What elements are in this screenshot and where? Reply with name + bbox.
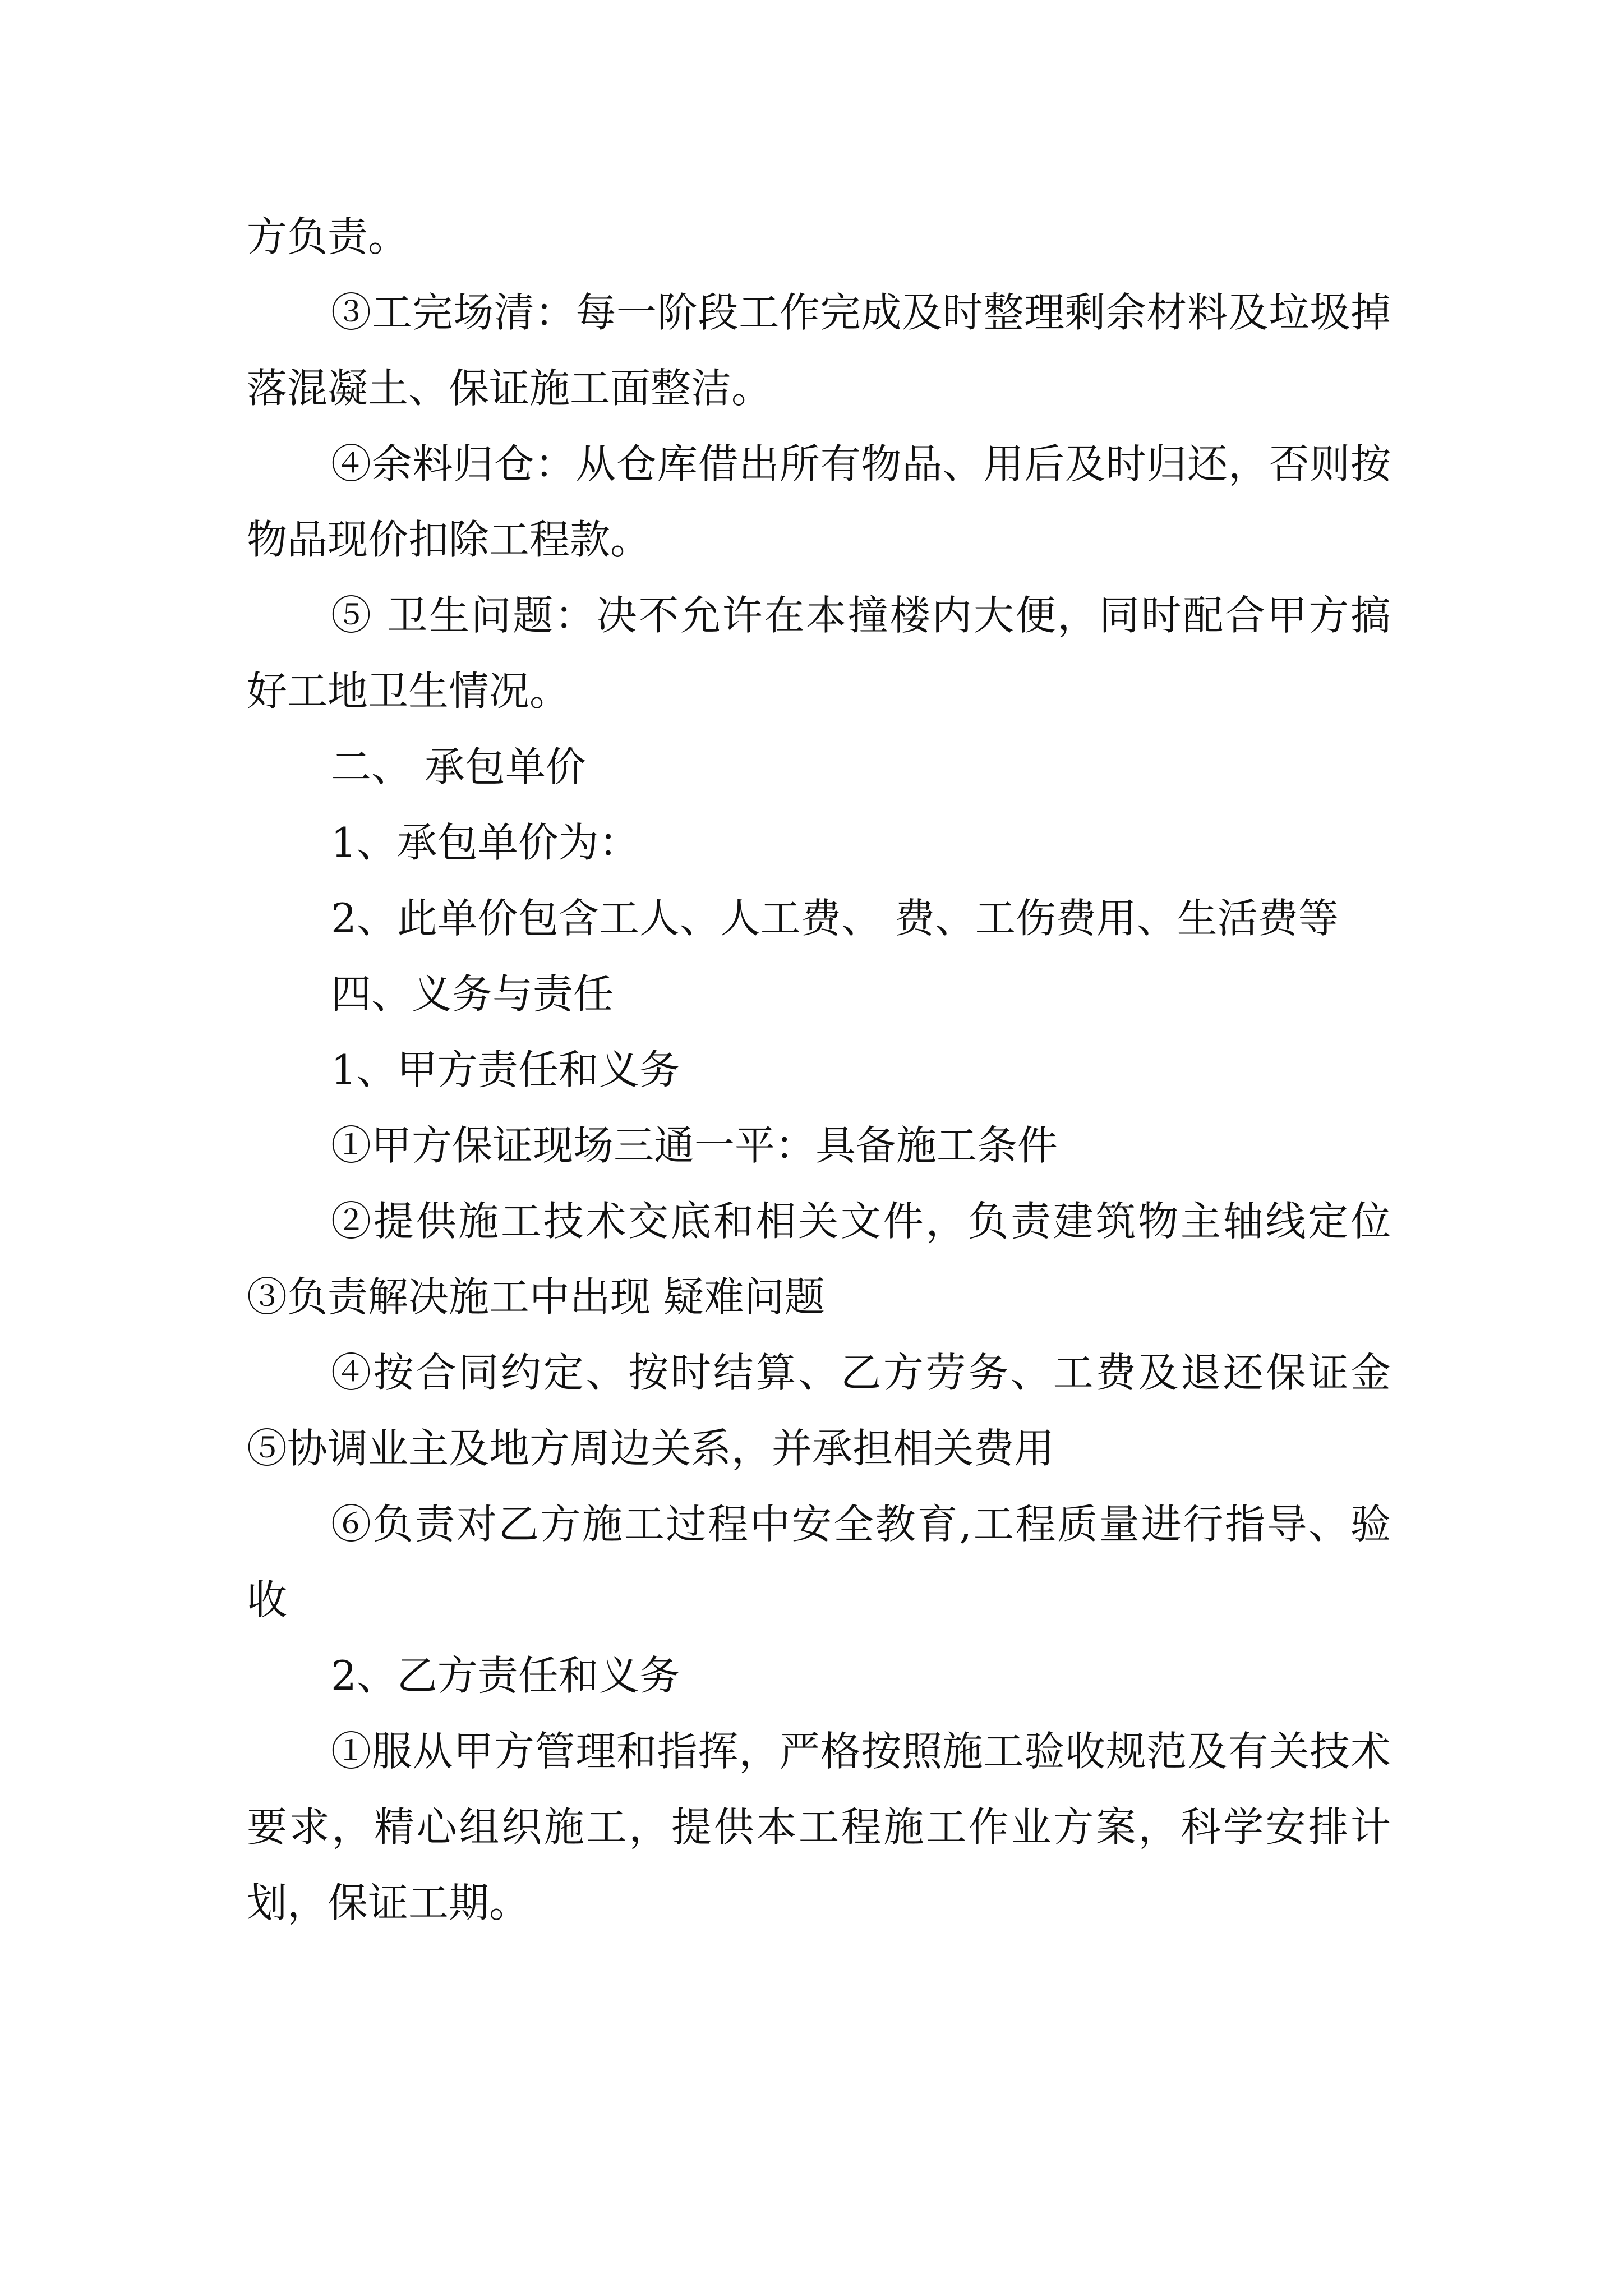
section-heading-unit-price: 二、 承包单价 — [331, 743, 586, 790]
paragraph-party-b-1: ①服从甲方管理和指挥，严格按照施工验收规范及有关技术要求，精心组织施工，提供本工程施工作业方案，科学安排计划，保证工期。 — [247, 1728, 1391, 1926]
paragraph-hygiene: ⑤ 卫生问题：决不允许在本撞楼内大便，同时配合甲方搞好工地卫生情况。 — [247, 592, 1391, 715]
paragraph-party-a-4-5: ④按合同约定、按时结算、乙方劳务、工费及退还保证金 ⑤协调业主及地方周边关系，并承担相关费用 — [247, 1349, 1404, 1472]
paragraph-party-a-1: ①甲方保证现场三通一平：具备施工条件 — [331, 1122, 1058, 1169]
subheading-party-a: 1、甲方责任和义务 — [331, 1046, 680, 1093]
paragraph-site-cleanup: ③工完场清：每一阶段工作完成及时整理剩余材料及垃圾掉落混凝土、保证施工面整洁。 — [247, 289, 1391, 412]
paragraph-unit-price: 1、承包单价为： — [331, 819, 639, 866]
paragraph-price-includes: 2、此单价包含工人、人工费、 费、工伤费用、生活费等 — [331, 895, 1339, 942]
subheading-party-b: 2、乙方责任和义务 — [331, 1652, 680, 1699]
paragraph-continuation: 方负责。 — [247, 213, 409, 260]
paragraph-party-a-6: ⑥负责对乙方施工过程中安全教育,工程质量进行指导、验收 — [247, 1501, 1391, 1623]
paragraph-party-a-2-3: ②提供施工技术交底和相关文件，负责建筑物主轴线定位 ③负责解决施工中出现 疑难问题 — [247, 1198, 1404, 1320]
document-body — [247, 199, 1404, 1941]
paragraph-return-materials: ④余料归仓：从仓库借出所有物品、用后及时归还，否则按物品现价扣除工程款。 — [247, 440, 1391, 563]
section-heading-obligations: 四、义务与责任 — [331, 970, 614, 1018]
